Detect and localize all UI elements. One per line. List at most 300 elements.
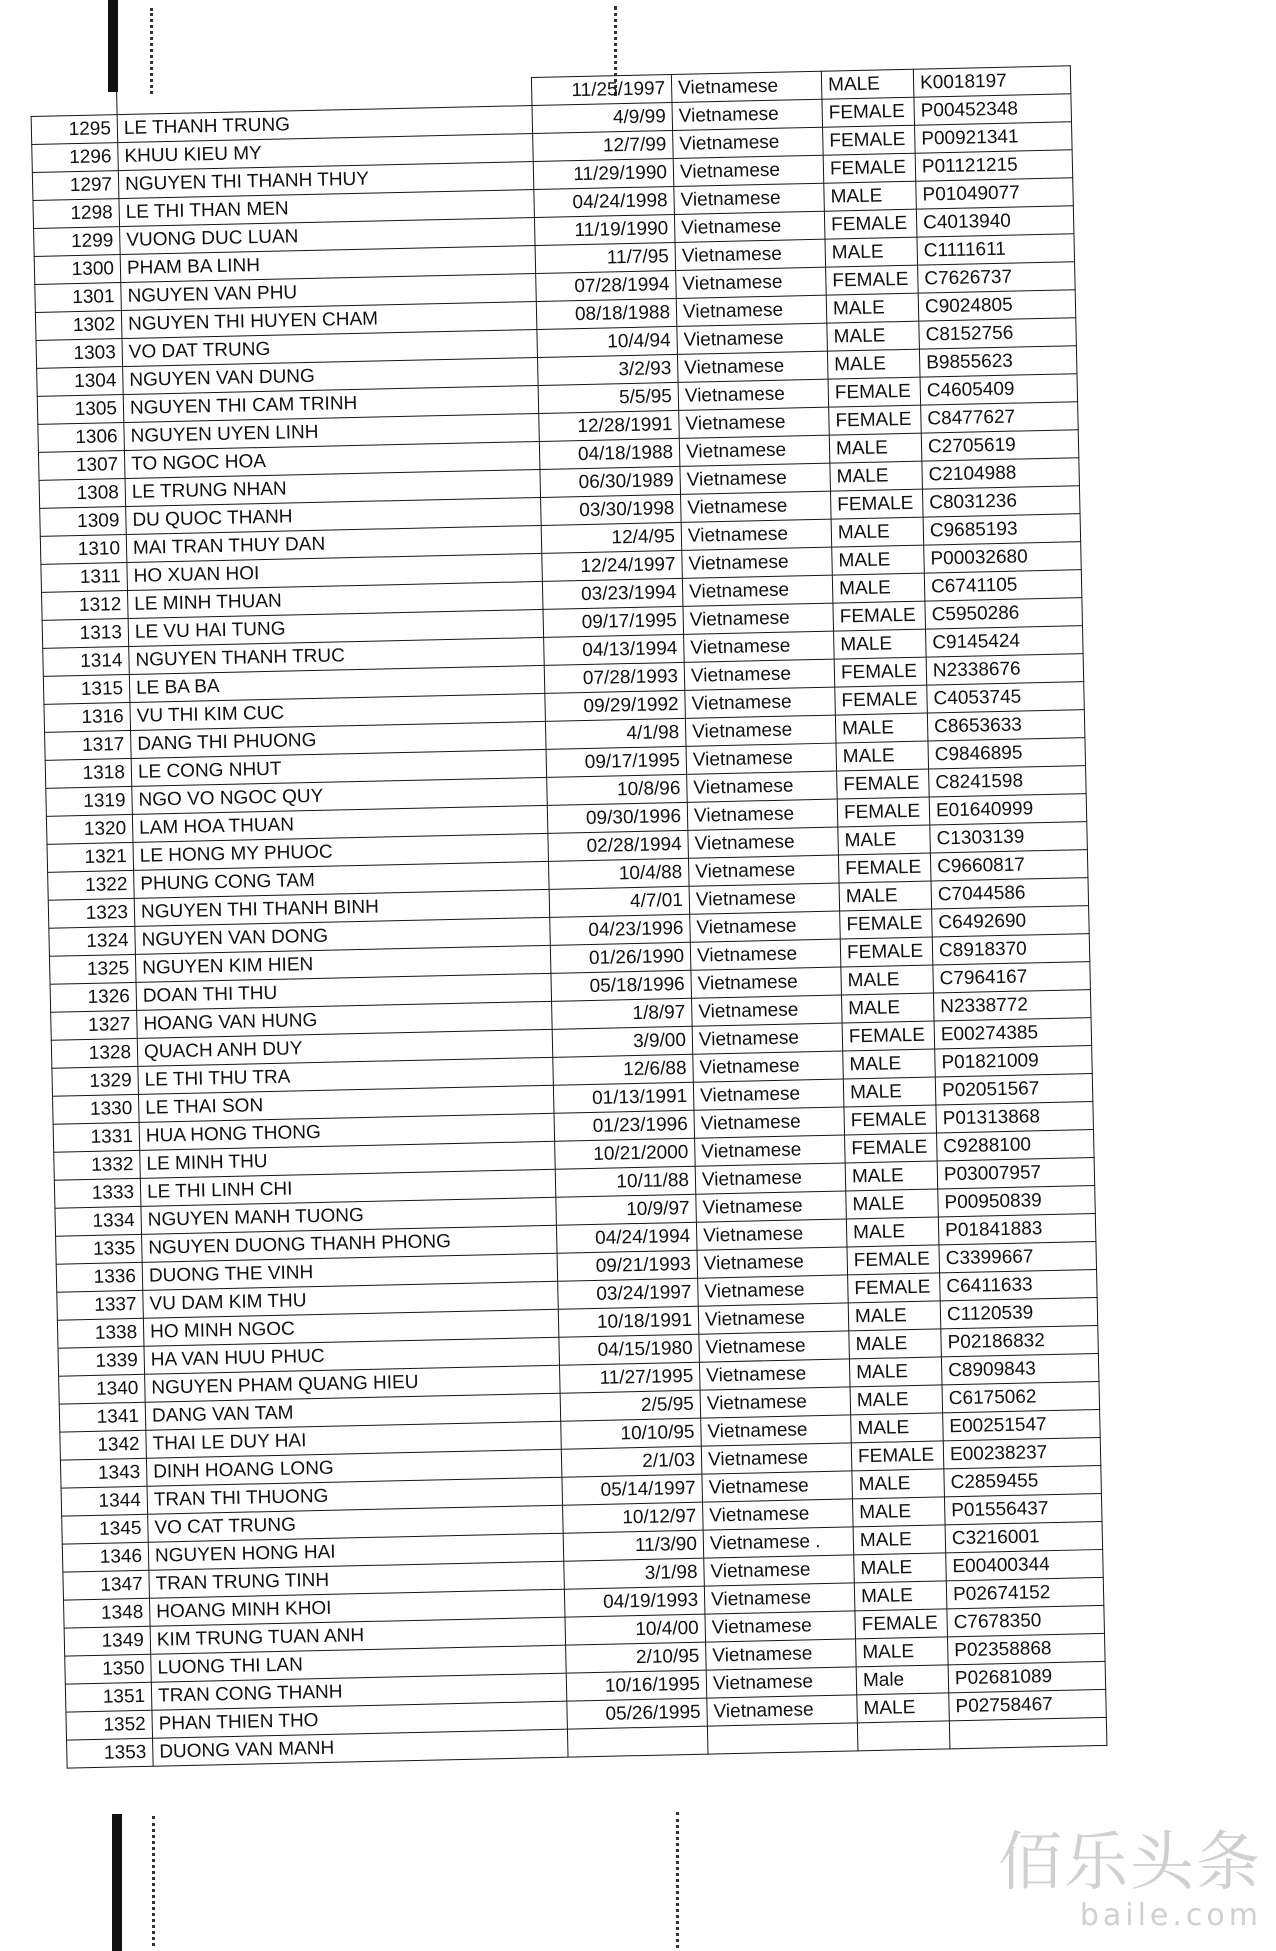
nationality-cell: Vietnamese: [688, 855, 839, 886]
name-cell: TRAN TRUNG TINH: [149, 1561, 565, 1598]
nationality-cell: Vietnamese: [674, 211, 825, 242]
row-number-cell: 1332: [54, 1150, 141, 1180]
passport-cell: C8477627: [921, 402, 1079, 433]
scan-dots-bottom-center: [676, 1812, 682, 1948]
passport-cell: P03007957: [937, 1158, 1095, 1189]
passport-cell: C1120539: [940, 1298, 1098, 1329]
passport-cell: C5950286: [925, 598, 1083, 629]
nationality-cell: Vietnamese: [673, 127, 824, 158]
sex-cell: FEMALE: [838, 853, 931, 883]
row-number-cell: 1304: [37, 367, 124, 397]
dob-cell: 11/3/90: [563, 1530, 704, 1561]
dob-cell: 10/16/1995: [566, 1670, 707, 1701]
row-number-cell: 1330: [53, 1094, 140, 1124]
nationality-cell: Vietnamese: [679, 407, 830, 438]
row-number-cell: 1323: [48, 898, 135, 928]
dob-cell: 06/30/1989: [540, 466, 681, 497]
dob-cell: 02/28/1994: [548, 830, 689, 861]
row-number-cell: 1350: [65, 1654, 152, 1684]
passport-cell: C7678350: [947, 1605, 1105, 1636]
sex-cell: MALE: [838, 825, 931, 855]
sex-cell: [857, 1721, 950, 1751]
passport-cell: P02051567: [935, 1074, 1093, 1105]
nationality-cell: Vietnamese: [688, 827, 839, 858]
name-cell: TRAN THI THUONG: [147, 1477, 563, 1514]
name-cell: DANG THI PHUONG: [131, 721, 547, 758]
nationality-cell: Vietnamese: [676, 267, 827, 298]
row-number-cell: 1312: [42, 590, 129, 620]
row-number-cell: 1349: [64, 1626, 151, 1656]
dob-cell: 11/7/95: [535, 242, 676, 273]
dob-cell: 10/4/88: [548, 858, 689, 889]
dob-cell: 11/19/1990: [534, 214, 675, 245]
name-cell: LE THAI SON: [138, 1085, 554, 1122]
name-cell: NGUYEN PHAM QUANG HIEU: [145, 1365, 561, 1402]
dob-cell: 2/1/03: [561, 1446, 702, 1477]
passport-cell: E00251547: [943, 1409, 1101, 1440]
name-cell: NGUYEN THANH TRUC: [129, 637, 545, 674]
nationality-cell: Vietnamese: [679, 435, 830, 466]
nationality-cell: Vietnamese: [674, 183, 825, 214]
dob-cell: 04/19/1993: [564, 1586, 705, 1617]
dob-cell: 11/29/1990: [533, 158, 674, 189]
sex-cell: MALE: [831, 517, 924, 547]
passport-cell: P00452348: [914, 94, 1072, 125]
dob-cell: 4/1/98: [545, 718, 686, 749]
sex-cell: MALE: [835, 713, 928, 743]
passport-cell: E00274385: [934, 1018, 1092, 1049]
sex-cell: MALE: [854, 1553, 947, 1583]
sex-cell: MALE: [857, 1693, 950, 1723]
passport-cell: P02186832: [941, 1326, 1099, 1357]
scan-edge-mark-top: [108, 0, 118, 92]
dob-cell: 04/13/1994: [544, 634, 685, 665]
dob-cell: 09/29/1992: [545, 690, 686, 721]
row-number-cell: 1295: [31, 115, 118, 145]
dob-cell: 11/25/1997: [531, 75, 672, 106]
row-number-cell: 1322: [48, 870, 135, 900]
dob-cell: 3/9/00: [552, 1026, 693, 1057]
name-cell: NGUYEN VAN DUNG: [123, 357, 539, 394]
name-cell: VU DAM KIM THU: [143, 1281, 559, 1318]
row-number-cell: 1309: [40, 507, 127, 537]
nationality-cell: Vietnamese: [704, 1583, 855, 1614]
sex-cell: MALE: [853, 1525, 946, 1555]
sex-cell: FEMALE: [848, 1273, 941, 1303]
nationality-cell: Vietnamese: [695, 1135, 846, 1166]
name-cell: LE THI LINH CHI: [140, 1169, 556, 1206]
nationality-cell: Vietnamese: [705, 1611, 856, 1642]
sex-cell: MALE: [856, 1637, 949, 1667]
dob-cell: 1/8/97: [552, 998, 693, 1029]
name-cell: KIM TRUNG TUAN ANH: [150, 1617, 566, 1654]
nationality-cell: Vietnamese: [675, 239, 826, 270]
name-cell: LAM HOA THUAN: [132, 805, 548, 842]
name-cell: DOAN THI THU: [136, 973, 552, 1010]
sex-cell: FEMALE: [826, 265, 919, 295]
passport-cell: P02674152: [946, 1577, 1104, 1608]
row-number-cell: 1327: [51, 1010, 138, 1040]
row-number-cell: 1334: [55, 1206, 142, 1236]
dob-cell: 10/9/97: [556, 1194, 697, 1225]
passport-cell: C6411633: [940, 1270, 1098, 1301]
passport-cell: P02358868: [948, 1633, 1106, 1664]
dob-cell: 5/5/95: [538, 382, 679, 413]
nationality-cell: Vietnamese: [676, 295, 827, 326]
passport-cell: E00238237: [943, 1437, 1101, 1468]
name-cell: LE THI THAN MEN: [119, 190, 535, 227]
dob-cell: 10/8/96: [547, 774, 688, 805]
dob-cell: 10/10/95: [561, 1418, 702, 1449]
name-cell: NGUYEN KIM HIEN: [135, 945, 551, 982]
passport-cell: C4013940: [916, 206, 1074, 237]
row-number-cell: 1346: [62, 1542, 149, 1572]
name-cell: NGUYEN VAN DONG: [135, 917, 551, 954]
passport-cell: P00032680: [924, 542, 1082, 573]
nationality-cell: Vietnamese: [691, 967, 842, 998]
passport-cell: C7964167: [933, 962, 1091, 993]
row-number-cell: 1345: [62, 1514, 149, 1544]
passport-cell: N2338676: [926, 654, 1084, 685]
row-number-cell: 1299: [34, 227, 121, 257]
passport-cell: C8031236: [922, 486, 1080, 517]
name-cell: NGUYEN DUONG THANH PHONG: [142, 1225, 558, 1262]
sex-cell: MALE: [843, 1077, 936, 1107]
sex-cell: MALE: [843, 1049, 936, 1079]
nationality-cell: Vietnamese: [684, 631, 835, 662]
scan-edge-mark-bottom: [112, 1814, 122, 1951]
sex-cell: FEMALE: [835, 685, 928, 715]
dob-cell: 10/21/2000: [555, 1138, 696, 1169]
row-number-cell: 1326: [50, 982, 137, 1012]
passport-cell: E01640999: [929, 794, 1087, 825]
nationality-cell: Vietnamese: [682, 547, 833, 578]
nationality-cell: Vietnamese: [704, 1555, 855, 1586]
row-number-cell: 1347: [63, 1570, 150, 1600]
sex-cell: FEMALE: [828, 377, 921, 407]
passport-cell: C7626737: [918, 262, 1076, 293]
row-number-cell: 1339: [58, 1346, 145, 1376]
name-cell: NGUYEN UYEN LINH: [124, 413, 540, 450]
nationality-cell: Vietnamese: [692, 1023, 843, 1054]
dob-cell: 11/27/1995: [559, 1362, 700, 1393]
nationality-cell: Vietnamese .: [703, 1527, 854, 1558]
name-cell: QUACH ANH DUY: [137, 1029, 553, 1066]
dob-cell: 09/21/1993: [557, 1250, 698, 1281]
sex-cell: FEMALE: [840, 937, 933, 967]
dob-cell: 04/18/1988: [539, 438, 680, 469]
passport-cell: K0018197: [913, 66, 1071, 97]
passport-cell: C9288100: [937, 1130, 1095, 1161]
name-cell: TRAN CONG THANH: [151, 1673, 567, 1710]
watermark: [998, 1826, 1262, 1933]
nationality-cell: Vietnamese: [702, 1471, 853, 1502]
passport-cell: C3216001: [945, 1521, 1103, 1552]
sex-cell: FEMALE: [851, 1441, 944, 1471]
nationality-cell: Vietnamese: [694, 1107, 845, 1138]
nationality-cell: Vietnamese: [696, 1191, 847, 1222]
name-cell: LE VU HAI TUNG: [128, 609, 544, 646]
passport-cell: C6741105: [924, 570, 1082, 601]
sex-cell: MALE: [829, 433, 922, 463]
sex-cell: MALE: [854, 1581, 947, 1611]
name-cell: NGUYEN THI CAM TRINH: [123, 385, 539, 422]
row-number-cell: 1310: [40, 535, 127, 565]
sex-cell: MALE: [826, 293, 919, 323]
row-number-cell: 1353: [67, 1738, 154, 1768]
passport-cell: C4053745: [927, 682, 1085, 713]
nationality-cell: Vietnamese: [701, 1443, 852, 1474]
dob-cell: 07/28/1993: [544, 662, 685, 693]
name-cell: VO DAT TRUNG: [122, 329, 538, 366]
nationality-cell: Vietnamese: [695, 1163, 846, 1194]
sex-cell: MALE: [849, 1357, 942, 1387]
sex-cell: MALE: [849, 1329, 942, 1359]
sex-cell: MALE: [830, 461, 923, 491]
row-number-cell: 1296: [32, 143, 119, 173]
passport-cell: C6492690: [932, 906, 1090, 937]
name-cell: DUONG THE VINH: [142, 1253, 558, 1290]
row-number-cell: 1338: [57, 1318, 144, 1348]
dob-cell: 05/18/1996: [551, 970, 692, 1001]
name-cell: VO CAT TRUNG: [148, 1505, 564, 1542]
sex-cell: MALE: [846, 1189, 939, 1219]
sex-cell: FEMALE: [837, 797, 930, 827]
row-number-cell: 1298: [33, 199, 120, 229]
watermark-domain: baile.com: [1079, 1898, 1262, 1933]
name-cell: PHUNG CONG TAM: [134, 861, 550, 898]
row-number-cell: 1342: [60, 1430, 147, 1460]
nationality-cell: Vietnamese: [687, 799, 838, 830]
dob-cell: 03/23/1994: [542, 578, 683, 609]
dob-cell: 2/10/95: [566, 1642, 707, 1673]
nationality-cell: Vietnamese: [671, 71, 822, 102]
dob-cell: 3/2/93: [537, 354, 678, 385]
sex-cell: MALE: [824, 181, 917, 211]
nationality-cell: Vietnamese: [696, 1219, 847, 1250]
nationality-cell: Vietnamese: [677, 351, 828, 382]
nationality-cell: Vietnamese: [693, 1079, 844, 1110]
row-number-cell: 1315: [43, 674, 130, 704]
row-number-cell: 1297: [32, 171, 119, 201]
nationality-cell: Vietnamese: [699, 1359, 850, 1390]
row-number-cell: 1336: [56, 1262, 143, 1292]
passport-cell: P01049077: [916, 178, 1074, 209]
passport-cell: P01313868: [936, 1102, 1094, 1133]
dob-cell: 01/23/1996: [554, 1110, 695, 1141]
sex-cell: FEMALE: [837, 769, 930, 799]
row-number-cell: 1352: [66, 1710, 153, 1740]
nationality-cell: Vietnamese: [673, 155, 824, 186]
passport-cell: C9685193: [923, 514, 1081, 545]
passport-cell: C9846895: [928, 738, 1086, 769]
passport-cell: P01841883: [938, 1214, 1096, 1245]
name-cell: LE MINH THUAN: [127, 581, 543, 618]
sex-cell: MALE: [841, 965, 934, 995]
nationality-cell: Vietnamese: [685, 715, 836, 746]
sex-cell: FEMALE: [842, 1021, 935, 1051]
sex-cell: MALE: [848, 1301, 941, 1331]
sex-cell: FEMALE: [822, 97, 915, 127]
name-cell: MAI TRAN THUY DAN: [126, 525, 542, 562]
nationality-cell: Vietnamese: [690, 939, 841, 970]
dob-cell: 4/7/01: [549, 886, 690, 917]
nationality-cell: Vietnamese: [701, 1415, 852, 1446]
dob-cell: 2/5/95: [560, 1390, 701, 1421]
name-cell: HO MINH NGOC: [143, 1309, 559, 1346]
name-cell: VU THI KIM CUC: [130, 693, 546, 730]
dob-cell: 04/23/1996: [550, 914, 691, 945]
row-number-cell: 1313: [42, 618, 129, 648]
name-cell: DU QUOC THANH: [126, 497, 542, 534]
name-cell: NGUYEN HONG HAI: [148, 1533, 564, 1570]
passport-cell: P02758467: [949, 1689, 1107, 1720]
watermark-logo-text: 佰乐头条: [998, 1826, 1262, 1900]
row-number-cell: 1341: [59, 1402, 146, 1432]
name-cell: HUA HONG THONG: [139, 1113, 555, 1150]
name-cell: LE HONG MY PHUOC: [133, 833, 549, 870]
row-number-cell: 1340: [59, 1374, 146, 1404]
sex-cell: FEMALE: [833, 601, 926, 631]
row-number-cell: 1337: [57, 1290, 144, 1320]
row-number-cell: 1343: [60, 1458, 147, 1488]
row-number-cell: 1321: [47, 842, 134, 872]
name-cell: DUONG VAN MANH: [153, 1729, 569, 1766]
passport-cell: C8909843: [941, 1353, 1099, 1384]
name-cell: HO XUAN HOI: [127, 553, 543, 590]
dob-cell: 10/4/00: [565, 1614, 706, 1645]
passport-cell: C6175062: [942, 1381, 1100, 1412]
passport-cell: C8241598: [929, 766, 1087, 797]
passport-cell: P01121215: [915, 150, 1073, 181]
dob-cell: 09/17/1995: [543, 606, 684, 637]
sex-cell: FEMALE: [830, 489, 923, 519]
passport-cell: C7044586: [931, 878, 1089, 909]
scan-dots-top-left: [150, 8, 156, 94]
dob-cell: 12/4/95: [541, 522, 682, 553]
name-cell: NGUYEN THI THANH BINH: [134, 889, 550, 926]
nationality-cell: Vietnamese: [703, 1499, 854, 1530]
row-number-cell: 1351: [65, 1682, 152, 1712]
nationality-cell: Vietnamese: [686, 743, 837, 774]
row-number-cell: 1319: [46, 786, 133, 816]
passport-cell: [949, 1717, 1107, 1748]
sex-cell: FEMALE: [823, 125, 916, 155]
passport-cell: C1111611: [917, 234, 1075, 265]
sex-cell: FEMALE: [823, 153, 916, 183]
sex-cell: MALE: [852, 1497, 945, 1527]
passport-cell: C3399667: [939, 1242, 1097, 1273]
sex-cell: MALE: [841, 993, 934, 1023]
dob-cell: 05/14/1997: [562, 1474, 703, 1505]
nationality-cell: Vietnamese: [687, 771, 838, 802]
dob-cell: 12/24/1997: [542, 550, 683, 581]
dob-cell: 03/30/1998: [541, 494, 682, 525]
row-number-cell: 1324: [49, 926, 136, 956]
sex-cell: MALE: [852, 1469, 945, 1499]
name-cell: HOANG MINH KHOI: [149, 1589, 565, 1626]
name-cell: THAI LE DUY HAI: [146, 1421, 562, 1458]
name-cell: LE THI THU TRA: [138, 1057, 554, 1094]
sex-cell: MALE: [825, 237, 918, 267]
nationality-cell: Vietnamese: [699, 1331, 850, 1362]
nationality-cell: Vietnamese: [683, 603, 834, 634]
dob-cell: 4/9/99: [532, 102, 673, 133]
sex-cell: MALE: [846, 1217, 939, 1247]
sex-cell: MALE: [821, 69, 914, 99]
dob-cell: 04/24/1994: [556, 1222, 697, 1253]
sex-cell: MALE: [832, 545, 925, 575]
row-number-cell: 1311: [41, 562, 128, 592]
passport-cell: C1303139: [930, 822, 1088, 853]
sex-cell: MALE: [850, 1385, 943, 1415]
name-cell: PHAM BA LINH: [120, 246, 536, 283]
nationality-cell: Vietnamese: [690, 911, 841, 942]
dob-cell: 10/11/88: [555, 1166, 696, 1197]
nationality-cell: Vietnamese: [698, 1303, 849, 1334]
sex-cell: FEMALE: [834, 657, 927, 687]
passport-cell: N2338772: [933, 990, 1091, 1021]
sex-cell: MALE: [827, 321, 920, 351]
dob-cell: 10/18/1991: [558, 1306, 699, 1337]
row-number-cell: 1306: [38, 423, 125, 453]
nationality-cell: Vietnamese: [682, 575, 833, 606]
dob-cell: 09/30/1996: [547, 802, 688, 833]
dob-cell: 07/28/1994: [536, 270, 677, 301]
row-number-cell: 1331: [53, 1122, 140, 1152]
row-number-cell: 1329: [52, 1066, 139, 1096]
dob-cell: 12/7/99: [533, 130, 674, 161]
row-number-cell: 1328: [51, 1038, 138, 1068]
row-number-cell: 1325: [49, 954, 136, 984]
roster-body: [31, 66, 1107, 1768]
sex-cell: MALE: [851, 1413, 944, 1443]
passport-cell: C2859455: [944, 1465, 1102, 1496]
passport-cell: C9024805: [918, 290, 1076, 321]
sex-cell: FEMALE: [824, 209, 917, 239]
passport-cell: C8918370: [932, 934, 1090, 965]
sex-cell: MALE: [839, 881, 932, 911]
sex-cell: FEMALE: [829, 405, 922, 435]
nationality-cell: Vietnamese: [678, 379, 829, 410]
scan-dots-bottom-left: [152, 1816, 158, 1946]
name-cell: LE CONG NHUT: [131, 749, 547, 786]
passport-cell: C4605409: [920, 374, 1078, 405]
dob-cell: 01/26/1990: [550, 942, 691, 973]
nationality-cell: [707, 1723, 858, 1754]
name-cell: NGO VO NGOC QUY: [132, 777, 548, 814]
row-number-cell: 1318: [45, 758, 132, 788]
dob-cell: 09/17/1995: [546, 746, 687, 777]
passport-cell: C9145424: [926, 626, 1084, 657]
dob-cell: 08/18/1988: [536, 298, 677, 329]
row-number-cell: 1303: [36, 339, 123, 369]
roster-sheet: [30, 65, 1106, 1768]
passport-cell: C2705619: [921, 430, 1079, 461]
nationality-cell: Vietnamese: [685, 687, 836, 718]
passport-cell: C8653633: [927, 710, 1085, 741]
nationality-cell: Vietnamese: [706, 1639, 857, 1670]
nationality-cell: Vietnamese: [707, 1695, 858, 1726]
sex-cell: Male: [856, 1665, 949, 1695]
row-number-cell: 1300: [34, 255, 121, 285]
name-cell: LE TRUNG NHAN: [125, 469, 541, 506]
name-cell: NGUYEN THI THANH THUY: [118, 162, 534, 199]
name-cell: VUONG DUC LUAN: [120, 218, 536, 255]
nationality-cell: Vietnamese: [677, 323, 828, 354]
name-cell: NGUYEN THI HUYEN CHAM: [121, 302, 537, 339]
nationality-cell: Vietnamese: [700, 1387, 851, 1418]
